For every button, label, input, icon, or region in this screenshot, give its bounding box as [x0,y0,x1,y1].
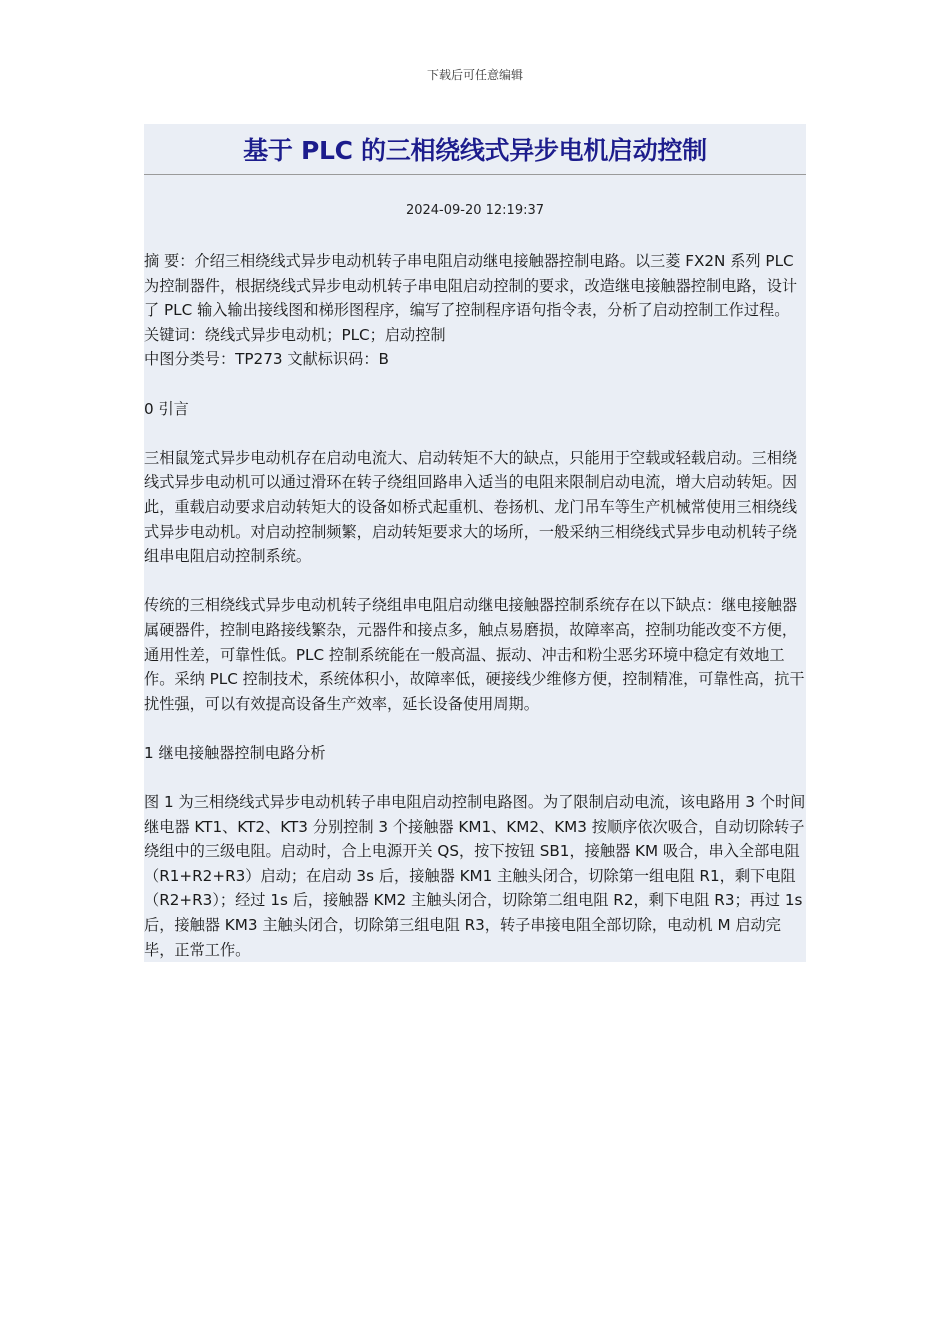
spacer [144,765,806,790]
intro-paragraph-1: 三相鼠笼式异步电动机存在启动电流大、启动转矩不大的缺点，只能用于空载或轻载启动。三相绕线式异步电动机可以通过滑环在转子绕组回路串入适当的电阻来限制启动电流，增大启动转矩。因此，重载启动要求启动转矩大的设备如桥式起重机、卷扬机、龙门吊车等生产机械常使用三相绕线式异步电动机。对启动控制频繁，启动转矩要求大的场所，一般采纳三相绕线式异步电动机转子绕组串电阻启动控制系统。 [144,448,798,566]
spacer [144,372,806,397]
spacer [144,421,806,446]
section-1-heading: 1 继电接触器控制电路分析 [144,743,326,762]
abstract-paragraph: 摘 要：介绍三相绕线式异步电动机转子串电阻启动继电接触器控制电路。以三菱 FX2N 系列 PLC 为控制器件，根据绕线式异步电动机转子串电阻启动控制的要求，改造继电接触器控制电路，设计了 PLC 输入输出接线图和梯形图程序，编写了控制程序语句指令表，分析了启动控制工作过程。 [144,252,798,320]
section-1-paragraph: 图 1 为三相绕线式异步电动机转子串电阻启动控制电路图。为了限制启动电流，该电路用 3 个时间继电器 KT1、KT2、KT3 分别控制 3 个接触器 KM1、KM2、KM3 按顺序依次吸合，自动切除转子绕组中的三级电阻。启动时，合上电源开关 QS，按下按钮 SB1，接触器 KM 吸合，串入全部电阻（R1+R2+R3）启动；在启动 3s 后，接触器 KM1 主触头闭合，切除第一组电阻 R1，剩下电阻（R2+R3）；经过 1s 后，接触器 KM2 主触头闭合，切除第二组电阻 R2，剩下电阻 R3；再过 1s 后，接触器 KM3 主触头闭合，切除第三组电阻 R3，转子串接电阻全部切除，电动机 M 启动完毕，正常工作。 [144,793,806,959]
page-header: 下载后可任意编辑 [426,68,523,82]
section-0-heading: 0 引言 [144,399,189,418]
article-date: 2024-09-20 12:19:37 [405,203,545,218]
spacer [144,569,806,594]
keywords-line: 关键词：绕线式异步电动机；PLC；启动控制 [144,325,446,344]
classification-line: 中图分类号：TP273 文献标识码：B [144,350,389,369]
intro-paragraph-2: 传统的三相绕线式异步电动机转子绕组串电阻启动继电接触器控制系统存在以下缺点：继电接触器属硬器件，控制电路接线繁杂，元器件和接点多，触点易磨损，故障率高，控制功能改变不方便，通用性差，可靠性低。PLC 控制系统能在一般高温、振动、冲击和粉尘恶劣环境中稳定有效地工作。采纳 PLC 控制技术，系统体积小，故障率低，硬接线少维修方便，控制精准，可靠性高，抗干扰性强，可以有效提高设备生产效率，延长设备使用周期。 [144,596,805,713]
article-body [144,227,806,962]
article-title: 基于 PLC 的三相绕线式异步电机启动控制 [243,136,707,165]
title-bar [144,124,806,175]
article [144,124,806,962]
spacer [144,716,806,741]
